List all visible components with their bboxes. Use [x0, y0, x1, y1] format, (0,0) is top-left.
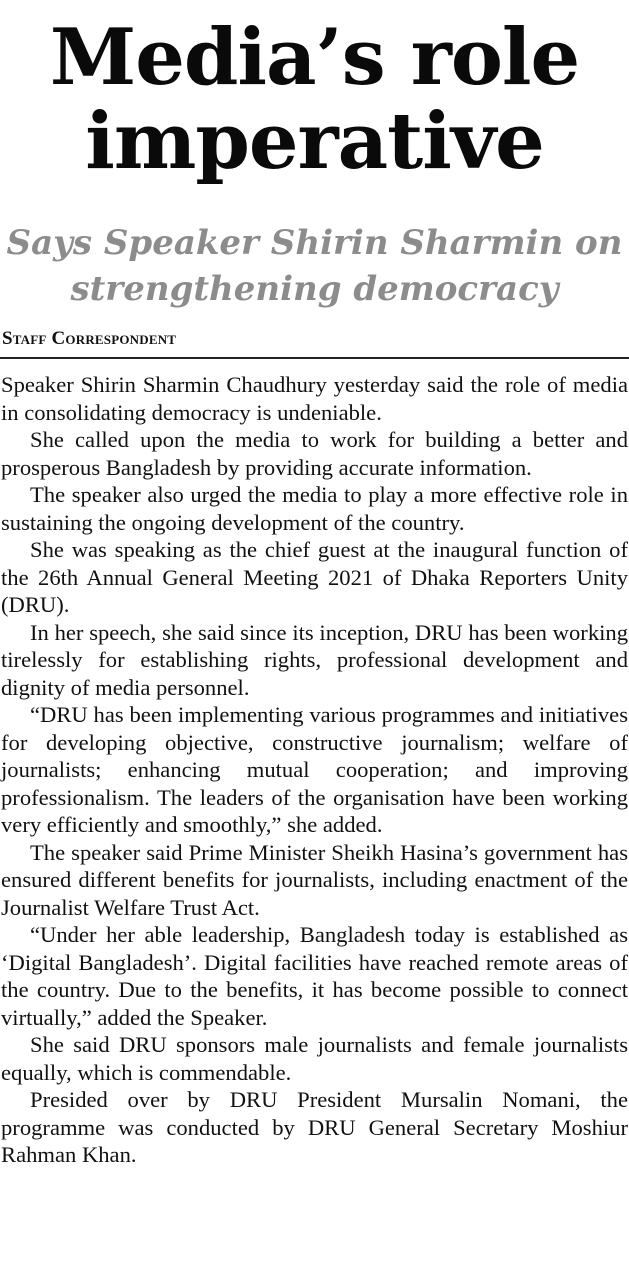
article-body: [1, 371, 628, 1169]
paragraph: The speaker also urged the media to play a more effective role in sustaining the ongoing development of the country.: [1, 482, 628, 535]
paragraph: She was speaking as the chief guest at the inaugural function of the 26th Annual General Meeting 2021 of Dhaka Reporters Unity (DRU).: [1, 537, 628, 617]
subheadline: Says Speaker Shirin Sharmin on strengthening democracy: [6, 223, 623, 309]
headline: Media’s role imperative: [49, 12, 580, 187]
paragraph: Presided over by DRU President Mursalin Nomani, the programme was conducted by DRU General Secretary Moshiur Rahman Khan.: [1, 1087, 628, 1167]
byline: Staff Correspondent: [2, 328, 177, 349]
paragraph: The speaker said Prime Minister Sheikh Hasina’s government has ensured different benefits for journalists, including enactment of the Journalist Welfare Trust Act.: [1, 839, 628, 920]
paragraph: “DRU has been implementing various programmes and initiatives for developing objective, constructive journalism; welfare of journalists; enhancing mutual cooperation; and improving professionalism. The leaders of the organisation have been working very efficiently and smoothly,” she added.: [1, 702, 628, 837]
paragraph: Speaker Shirin Sharmin Chaudhury yesterday said the role of media in consolidating democracy is undeniable.: [1, 372, 628, 425]
paragraph: In her speech, she said since its inception, DRU has been working tirelessly for establishing rights, professional development and dignity of media personnel.: [1, 619, 628, 700]
paragraph: She called upon the media to work for building a better and prosperous Bangladesh by providing accurate information.: [1, 427, 628, 480]
byline-divider: [0, 357, 629, 359]
paragraph: “Under her able leadership, Bangladesh today is established as ‘Digital Bangladesh’. Digital facilities have reached remote areas of the country. Due to the benefits, it has become possible to connect virtually,” added the Speaker.: [1, 922, 628, 1030]
paragraph: She said DRU sponsors male journalists and female journalists equally, which is commendable.: [1, 1032, 628, 1085]
